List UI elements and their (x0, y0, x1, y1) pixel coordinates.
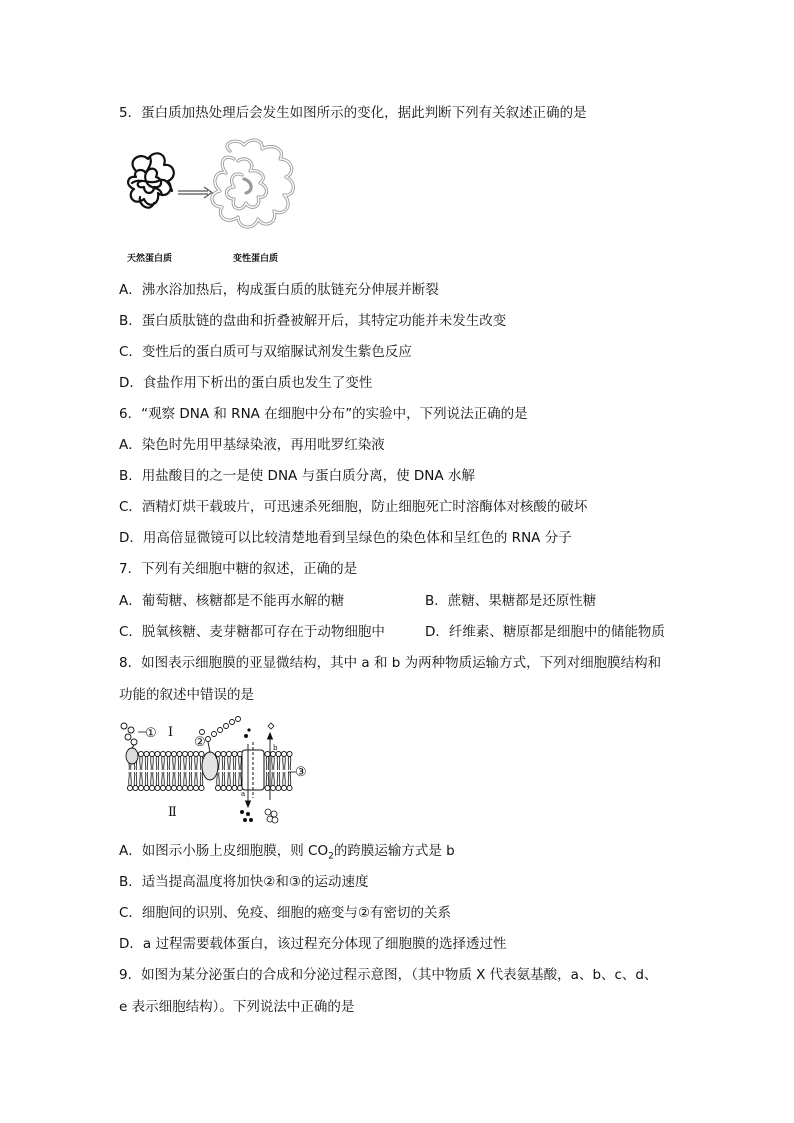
glycoprotein-icon (121, 723, 138, 764)
q5-stem: 5．蛋白质加热处理后会发生如图所示的变化，据此判断下列有关叙述正确的是 (119, 105, 587, 121)
q7-option-c: C．脱氧核糖、麦芽糖都可存在于动物细胞中 (119, 624, 385, 640)
label-a: a (241, 790, 246, 798)
q8-option-d: D．a 过程需要载体蛋白，该过程充分体现了细胞膜的选择透过性 (119, 936, 507, 952)
label-side-bottom: Ⅱ (168, 805, 177, 820)
q8-option-c: C．细胞间的识别、免疫、细胞的癌变与②有密切的关系 (119, 905, 452, 921)
cell-membrane-figure (118, 714, 318, 834)
label-2: ② (194, 735, 206, 750)
q6-stem: 6．“观察 DNA 和 RNA 在细胞中分布”的实验中，下列说法正确的是 (119, 406, 528, 422)
label-1: ① (145, 726, 157, 741)
q6-option-c: C．酒精灯烘干载玻片，可迅速杀死细胞，防止细胞死亡时溶酶体对核酸的破坏 (119, 499, 588, 515)
q6-option-b: B．用盐酸目的之一是使 DNA 与蛋白质分离，使 DNA 水解 (119, 468, 475, 484)
native-protein-icon (128, 153, 174, 207)
q7-stem: 7．下列有关细胞中糖的叙述，正确的是 (119, 561, 358, 577)
q8-option-b: B．适当提高温度将加快②和③的运动速度 (119, 874, 369, 890)
q6-option-a: A．染色时先用甲基绿染液，再用吡罗红染液 (119, 437, 385, 453)
q8-option-a (119, 842, 455, 866)
q8-option-a-pre: A．如图示小肠上皮细胞膜，则 CO (119, 843, 329, 859)
q8-option-a-post: 的跨膜运输方式是 b (333, 843, 455, 859)
q9-stem-line1: 9．如图为某分泌蛋白的合成和分泌过程示意图，（其中物质 X 代表氨基酸，a、b、c、d、 (119, 967, 658, 983)
q7-option-d: D．纤维素、糖原都是细胞中的储能物质 (425, 624, 665, 640)
protein-denaturation-figure (120, 137, 320, 262)
label-3: ③ (295, 765, 307, 780)
q8-stem-line2: 功能的叙述中错误的是 (119, 687, 254, 703)
q5-option-b: B．蛋白质肽链的盘曲和折叠被解开后，其特定功能并未发生改变 (119, 313, 507, 329)
q8-stem-line1: 8．如图表示细胞膜的亚显微结构，其中 a 和 b 为两种物质运输方式，下列对细胞膜结构和 (119, 655, 662, 671)
q5-option-a: A．沸水浴加热后，构成蛋白质的肽链充分伸展并断裂 (119, 282, 439, 298)
label-b: b (273, 744, 278, 752)
q5-option-c: C．变性后的蛋白质可与双缩脲试剂发生紫色反应 (119, 344, 412, 360)
denatured-protein-label: 变性蛋白质 (233, 254, 279, 264)
q7-option-a: A．葡萄糖、核糖都是不能再水解的糖 (119, 593, 345, 609)
q5-option-d: D．食盐作用下析出的蛋白质也发生了变性 (119, 375, 373, 391)
arrow-icon (178, 187, 212, 198)
q9-stem-line2: e 表示细胞结构）。下列说法中正确的是 (119, 999, 355, 1015)
carrier-protein-icon (242, 742, 264, 798)
q8-option-a-sub: 2 (328, 851, 334, 862)
label-side-top: Ⅰ (168, 725, 174, 740)
q6-option-d: D．用高倍显微镜可以比较清楚地看到呈绿色的染色体和呈红色的 RNA 分子 (119, 530, 572, 546)
q7-option-b: B．蔗糖、果糖都是还原性糖 (425, 593, 597, 609)
native-protein-label: 天然蛋白质 (127, 254, 173, 264)
